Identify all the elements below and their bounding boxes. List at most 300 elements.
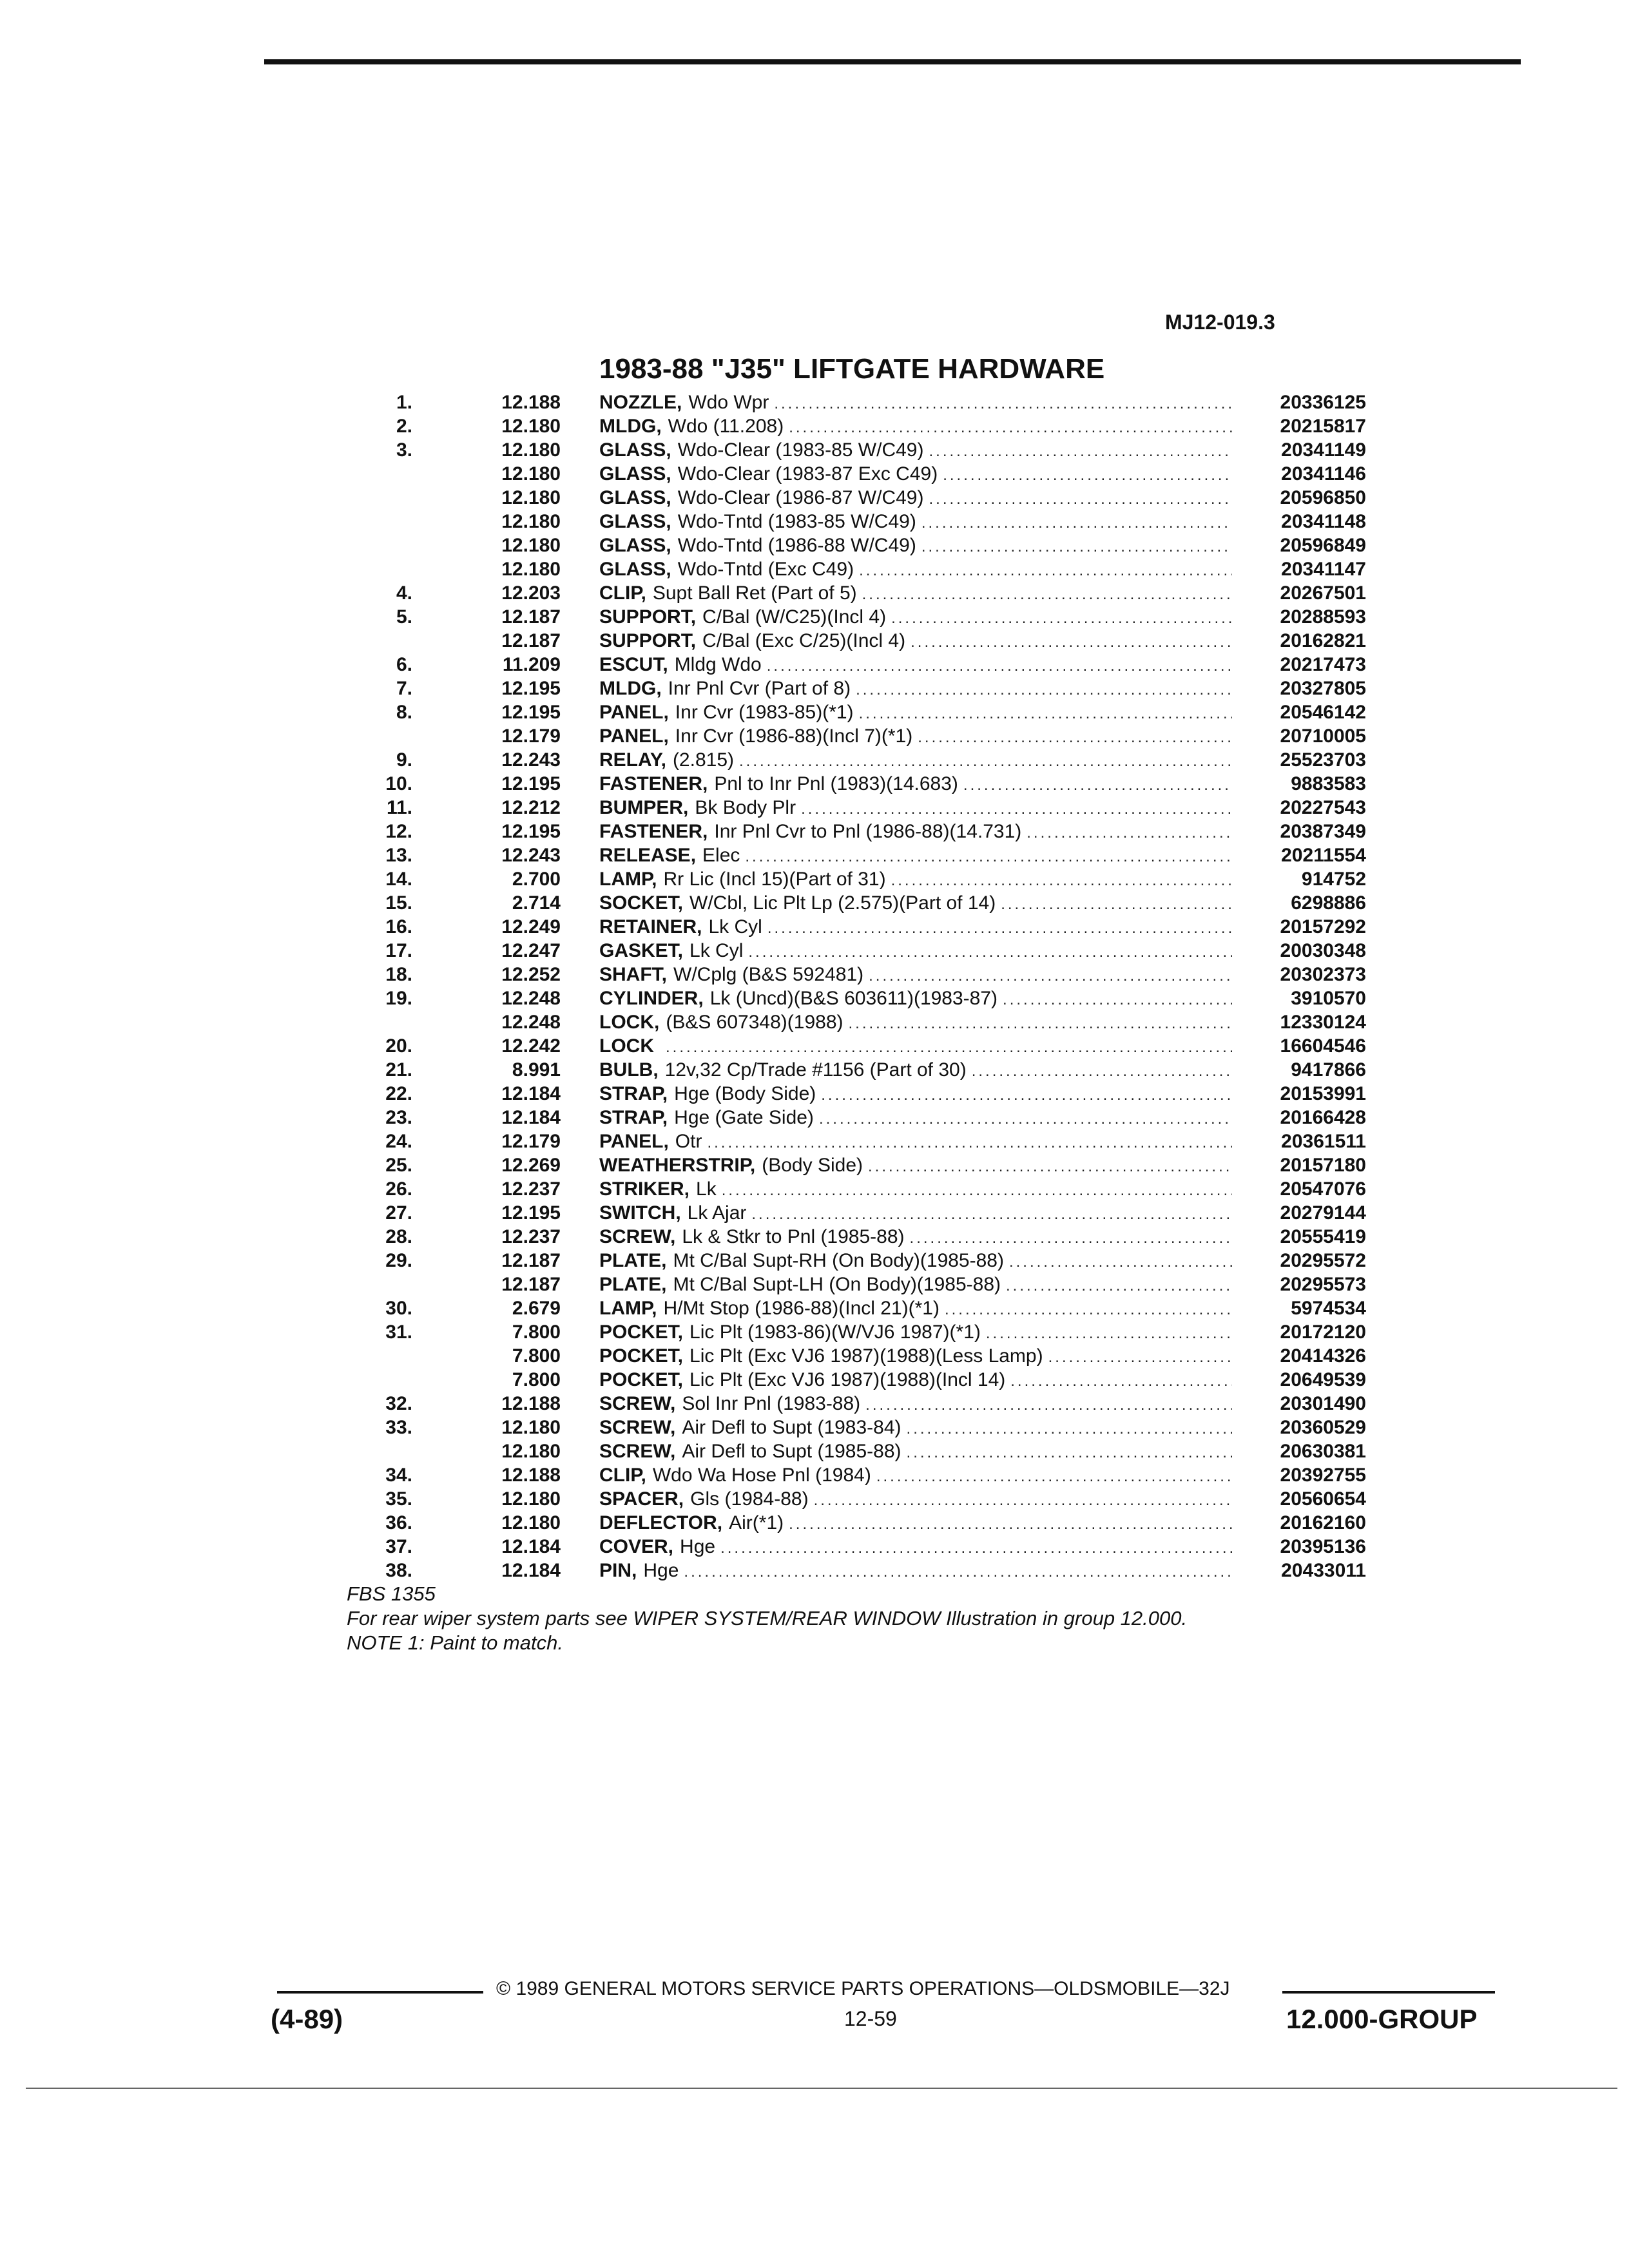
item-number: 37. — [385, 1536, 412, 1557]
part-detail: Gls (1984-88) — [690, 1488, 809, 1510]
part-number: 20267501 — [1280, 582, 1366, 604]
part-detail: Wdo-Tntd (1986-88 W/C49) — [677, 535, 916, 556]
group-number: 12.203 — [501, 582, 561, 604]
fbs-reference: FBS 1355 — [347, 1582, 436, 1605]
wiper-note: For rear wiper system parts see WIPER SYSTEM/REAR WINDOW Illustration in group 12.000. — [347, 1607, 1188, 1629]
dot-leader — [739, 753, 1232, 771]
part-description — [599, 1035, 1237, 1057]
part-detail: Rr Lic (Incl 15)(Part of 31) — [663, 869, 886, 890]
item-number: 16. — [385, 916, 412, 937]
dot-leader — [707, 1134, 1232, 1152]
part-number: 20295572 — [1280, 1250, 1366, 1271]
dot-leader — [891, 610, 1232, 628]
dot-leader — [821, 1086, 1232, 1104]
dot-leader — [1010, 1372, 1232, 1390]
part-detail: Air(*1) — [729, 1512, 784, 1533]
item-number: 36. — [385, 1512, 412, 1533]
item-number: 24. — [385, 1131, 412, 1152]
part-number: 20392755 — [1280, 1465, 1366, 1486]
part-number: 20596850 — [1280, 487, 1366, 508]
part-detail: Wdo Wa Hose Pnl (1984) — [652, 1465, 871, 1486]
part-detail: Air Defl to Supt (1983-84) — [682, 1417, 901, 1438]
notes — [347, 1582, 1187, 1655]
part-number: 20630381 — [1280, 1441, 1366, 1462]
part-number: 20302373 — [1280, 964, 1366, 985]
part-detail: Wdo Wpr — [688, 392, 769, 413]
paint-note: NOTE 1: Paint to match. — [347, 1631, 563, 1654]
dot-leader — [862, 586, 1232, 604]
part-description — [599, 1155, 1237, 1177]
part-number: 20030348 — [1280, 940, 1366, 961]
parts-row — [335, 1321, 1366, 1345]
part-name: GLASS, — [599, 463, 671, 485]
dot-leader — [814, 1492, 1232, 1510]
part-description — [599, 1417, 1237, 1439]
group-number: 12.188 — [501, 1393, 561, 1414]
group-number: 12.179 — [501, 1131, 561, 1152]
part-name: CYLINDER, — [599, 988, 704, 1009]
part-detail: Wdo-Tntd (1983-85 W/C49) — [677, 511, 916, 532]
footer-rule-left — [277, 1991, 483, 1994]
group-number: 8.991 — [512, 1059, 561, 1081]
parts-row — [335, 559, 1366, 582]
part-detail: Lk Cyl — [708, 916, 762, 937]
parts-row — [335, 511, 1366, 535]
item-number: 1. — [396, 392, 412, 413]
item-number: 38. — [385, 1560, 412, 1581]
part-name: POCKET, — [599, 1369, 684, 1390]
part-description — [599, 1107, 1237, 1129]
part-detail: Hge — [680, 1536, 716, 1557]
dot-leader — [929, 490, 1232, 508]
parts-row — [335, 749, 1366, 773]
group-number: 12.243 — [501, 749, 561, 771]
part-number: 25523703 — [1280, 749, 1366, 771]
part-detail: Lk — [696, 1178, 717, 1200]
part-number: 20227543 — [1280, 797, 1366, 818]
part-detail: Otr — [675, 1131, 702, 1152]
dot-leader — [869, 967, 1232, 985]
dot-leader — [801, 800, 1232, 818]
group-number: 7.800 — [512, 1369, 561, 1390]
part-detail: Bk Body Plr — [695, 797, 796, 818]
dot-leader — [907, 1420, 1232, 1438]
parts-row — [335, 940, 1366, 964]
item-number: 27. — [385, 1202, 412, 1224]
part-description — [599, 392, 1237, 414]
dot-leader — [907, 1444, 1232, 1462]
item-number: 14. — [385, 869, 412, 890]
part-description — [599, 654, 1237, 676]
parts-row — [335, 1298, 1366, 1321]
part-description — [599, 1512, 1237, 1534]
part-description — [599, 1321, 1237, 1343]
part-name: STRIKER, — [599, 1178, 690, 1200]
date-code: (4-89) — [271, 2004, 343, 2034]
dot-leader — [684, 1563, 1232, 1581]
dot-leader — [666, 1039, 1232, 1057]
dot-leader — [929, 443, 1232, 461]
part-number: 20166428 — [1280, 1107, 1366, 1128]
parts-row — [335, 726, 1366, 749]
part-name: SUPPORT, — [599, 630, 697, 651]
dot-leader — [945, 1301, 1232, 1319]
part-number: 20560654 — [1280, 1488, 1366, 1510]
part-number: 20157292 — [1280, 916, 1366, 937]
part-detail: Hge (Gate Side) — [674, 1107, 814, 1128]
parts-row — [335, 1369, 1366, 1393]
part-name: SCREW, — [599, 1393, 676, 1414]
parts-row — [335, 1465, 1366, 1488]
part-number: 20596849 — [1280, 535, 1366, 556]
part-detail: Pnl to Inr Pnl (1983)(14.683) — [714, 773, 958, 794]
item-number: 6. — [396, 654, 412, 675]
group-number: 12.184 — [501, 1083, 561, 1104]
part-number: 20279144 — [1280, 1202, 1366, 1224]
part-description — [599, 1012, 1237, 1033]
part-detail: Wdo-Clear (1983-87 Exc C49) — [677, 463, 938, 485]
part-detail: (Body Side) — [762, 1155, 863, 1176]
dot-leader — [921, 514, 1232, 532]
parts-row — [335, 678, 1366, 702]
parts-row — [335, 416, 1366, 439]
item-number: 2. — [396, 416, 412, 437]
part-detail: Lic Plt (Exc VJ6 1987)(1988)(Incl 14) — [689, 1369, 1006, 1390]
item-number: 17. — [385, 940, 412, 961]
part-number: 20414326 — [1280, 1345, 1366, 1367]
item-number: 11. — [386, 797, 412, 818]
item-number: 19. — [385, 988, 412, 1009]
part-name: WEATHERSTRIP, — [599, 1155, 756, 1176]
part-number: 6298886 — [1291, 892, 1366, 914]
parts-row — [335, 463, 1366, 487]
item-number: 9. — [396, 749, 412, 771]
part-name: MLDG, — [599, 678, 662, 699]
part-detail: Lic Plt (1983-86)(W/VJ6 1987)(*1) — [689, 1321, 981, 1343]
part-number: 20153991 — [1280, 1083, 1366, 1104]
part-number: 20555419 — [1280, 1226, 1366, 1247]
part-description — [599, 821, 1237, 843]
part-description — [599, 726, 1237, 747]
part-number: 20433011 — [1281, 1560, 1366, 1581]
part-name: PLATE, — [599, 1274, 667, 1295]
parts-row — [335, 1274, 1366, 1298]
part-name: MLDG, — [599, 416, 662, 437]
item-number: 12. — [385, 821, 412, 842]
group-number: 12.180 — [501, 1512, 561, 1533]
part-number: 20288593 — [1280, 606, 1366, 628]
group-number: 12.187 — [501, 630, 561, 651]
part-description — [599, 892, 1237, 914]
group-number: 11.209 — [502, 654, 561, 675]
part-name: CLIP, — [599, 582, 646, 604]
item-number: 21. — [385, 1059, 412, 1081]
group-number: 12.180 — [501, 511, 561, 532]
parts-row — [335, 845, 1366, 869]
part-description — [599, 1202, 1237, 1224]
group-number: 12.184 — [501, 1536, 561, 1557]
part-detail: Sol Inr Pnl (1983-88) — [682, 1393, 861, 1414]
part-description — [599, 1465, 1237, 1486]
part-number: 20336125 — [1280, 392, 1366, 413]
part-name: LAMP, — [599, 869, 657, 890]
parts-row — [335, 1226, 1366, 1250]
group-number: 12.187 — [501, 606, 561, 628]
dot-leader — [856, 681, 1232, 699]
group-number: 12.195 — [501, 702, 561, 723]
dot-leader — [910, 1229, 1232, 1247]
group-number: 12.252 — [501, 964, 561, 985]
part-name: GLASS, — [599, 511, 671, 532]
part-number: 9883583 — [1291, 773, 1366, 794]
part-name: PIN, — [599, 1560, 637, 1581]
part-number: 20341148 — [1281, 511, 1366, 532]
part-description — [599, 606, 1237, 628]
item-number: 8. — [396, 702, 412, 723]
dot-leader — [1009, 1253, 1232, 1271]
part-detail: Mldg Wdo — [674, 654, 762, 675]
part-name: SCREW, — [599, 1417, 676, 1438]
part-name: SPACER, — [599, 1488, 684, 1510]
part-name: POCKET, — [599, 1321, 684, 1343]
parts-row — [335, 1560, 1366, 1584]
group-number: 7.800 — [512, 1321, 561, 1343]
part-detail: Inr Pnl Cvr to Pnl (1986-88)(14.731) — [714, 821, 1022, 842]
part-description — [599, 1536, 1237, 1558]
part-name: STRAP, — [599, 1083, 668, 1104]
item-number: 31. — [385, 1321, 412, 1343]
part-number: 20341147 — [1281, 559, 1366, 580]
part-number: 9417866 — [1291, 1059, 1366, 1081]
part-name: GASKET, — [599, 940, 684, 961]
item-number: 26. — [385, 1178, 412, 1200]
part-name: RELEASE, — [599, 845, 697, 866]
parts-row — [335, 535, 1366, 559]
part-name: ESCUT, — [599, 654, 668, 675]
item-number: 10. — [385, 773, 412, 794]
item-number: 4. — [396, 582, 412, 604]
item-number: 23. — [385, 1107, 412, 1128]
parts-row — [335, 439, 1366, 463]
dot-leader — [911, 633, 1232, 651]
part-name: LOCK — [599, 1035, 654, 1057]
part-name: DEFLECTOR, — [599, 1512, 723, 1533]
part-name: SCREW, — [599, 1226, 676, 1247]
part-description — [599, 964, 1237, 986]
group-number: 12.195 — [501, 678, 561, 699]
part-name: LOCK, — [599, 1012, 660, 1033]
item-number: 22. — [385, 1083, 412, 1104]
page-number: 12-59 — [844, 2007, 897, 2030]
footer-rule-right — [1282, 1991, 1495, 1994]
dot-leader — [1003, 991, 1232, 1009]
group-number: 12.180 — [501, 1441, 561, 1462]
dot-leader — [865, 1396, 1232, 1414]
parts-row — [335, 1178, 1366, 1202]
part-description — [599, 1274, 1237, 1296]
parts-row — [335, 654, 1366, 678]
part-description — [599, 797, 1237, 819]
item-number: 3. — [396, 439, 412, 461]
dot-leader — [767, 919, 1232, 937]
dot-leader — [767, 657, 1232, 675]
part-name: BULB, — [599, 1059, 659, 1081]
parts-row — [335, 988, 1366, 1012]
part-name: RELAY, — [599, 749, 666, 771]
group-number: 12.269 — [501, 1155, 561, 1176]
part-number: 20360529 — [1280, 1417, 1366, 1438]
part-detail: (2.815) — [672, 749, 734, 771]
item-number: 28. — [385, 1226, 412, 1247]
parts-row — [335, 1441, 1366, 1465]
part-detail: Wdo-Tntd (Exc C49) — [677, 559, 854, 580]
group-number: 7.800 — [512, 1345, 561, 1367]
part-description — [599, 439, 1237, 461]
dot-leader — [859, 705, 1232, 723]
parts-row — [335, 582, 1366, 606]
group-number: 12.195 — [501, 1202, 561, 1224]
parts-row — [335, 1488, 1366, 1512]
part-description — [599, 916, 1237, 938]
part-number: 20295573 — [1280, 1274, 1366, 1295]
part-detail: Hge — [643, 1560, 679, 1581]
part-name: GLASS, — [599, 559, 671, 580]
parts-row — [335, 892, 1366, 916]
group-number: 12.180 — [501, 535, 561, 556]
parts-row — [335, 916, 1366, 940]
part-number: 20172120 — [1280, 1321, 1366, 1343]
parts-list — [335, 392, 1366, 1584]
dot-leader — [1006, 1277, 1232, 1295]
part-detail: Inr Cvr (1986-88)(Incl 7)(*1) — [675, 726, 913, 747]
part-number: 20547076 — [1280, 1178, 1366, 1200]
part-name: SCREW, — [599, 1441, 676, 1462]
part-description — [599, 869, 1237, 890]
parts-row — [335, 869, 1366, 892]
part-detail: Mt C/Bal Supt-RH (On Body)(1985-88) — [673, 1250, 1004, 1271]
part-number: 20301490 — [1280, 1393, 1366, 1414]
parts-row — [335, 1393, 1366, 1417]
item-number: 18. — [385, 964, 412, 985]
dot-leader — [868, 1158, 1232, 1176]
part-description — [599, 1131, 1237, 1153]
part-name: GLASS, — [599, 439, 671, 461]
part-description — [599, 1369, 1237, 1391]
dot-leader — [1027, 824, 1232, 842]
part-number: 20157180 — [1280, 1155, 1366, 1176]
part-name: RETAINER, — [599, 916, 702, 937]
part-description — [599, 1226, 1237, 1248]
part-detail: H/Mt Stop (1986-88)(Incl 21)(*1) — [663, 1298, 940, 1319]
item-number: 15. — [385, 892, 412, 914]
part-number: 20341149 — [1281, 439, 1366, 461]
part-description — [599, 582, 1237, 604]
item-number: 5. — [396, 606, 412, 628]
part-name: LAMP, — [599, 1298, 657, 1319]
part-detail: C/Bal (W/C25)(Incl 4) — [702, 606, 887, 628]
part-description — [599, 702, 1237, 724]
group-number: 12.179 — [501, 726, 561, 747]
part-number: 914752 — [1301, 869, 1366, 890]
dot-leader — [849, 1015, 1233, 1033]
group-number: 12.243 — [501, 845, 561, 866]
group-code: 12.000-GROUP — [1286, 2004, 1478, 2034]
part-description — [599, 535, 1237, 557]
group-number: 12.237 — [501, 1178, 561, 1200]
item-number: 29. — [385, 1250, 412, 1271]
group-number: 2.700 — [512, 869, 561, 890]
group-number: 12.249 — [501, 916, 561, 937]
part-description — [599, 1298, 1237, 1320]
part-detail: Lic Plt (Exc VJ6 1987)(1988)(Less Lamp) — [689, 1345, 1043, 1367]
dot-leader — [748, 943, 1232, 961]
item-number: 20. — [385, 1035, 412, 1057]
bottom-rule — [26, 2088, 1617, 2089]
part-description — [599, 678, 1237, 700]
dot-leader — [751, 1206, 1232, 1224]
parts-row — [335, 773, 1366, 797]
item-number: 34. — [385, 1465, 412, 1486]
dot-leader — [876, 1468, 1232, 1486]
part-number: 20327805 — [1280, 678, 1366, 699]
part-name: SUPPORT, — [599, 606, 697, 628]
part-number: 3910570 — [1291, 988, 1366, 1009]
part-number: 20361511 — [1281, 1131, 1366, 1152]
part-description — [599, 630, 1237, 652]
top-rule — [264, 59, 1521, 64]
part-description — [599, 1345, 1237, 1367]
part-description — [599, 940, 1237, 962]
part-description — [599, 773, 1237, 795]
part-detail: W/Cbl, Lic Plt Lp (2.575)(Part of 14) — [689, 892, 996, 914]
part-detail: Inr Pnl Cvr (Part of 8) — [668, 678, 851, 699]
parts-row — [335, 964, 1366, 988]
part-number: 20211554 — [1281, 845, 1366, 866]
dot-leader — [789, 1515, 1232, 1533]
part-detail: W/Cplg (B&S 592481) — [673, 964, 864, 985]
part-number: 5974534 — [1291, 1298, 1366, 1319]
part-detail: Lk (Uncd)(B&S 603611)(1983-87) — [709, 988, 998, 1009]
copyright-line: © 1989 GENERAL MOTORS SERVICE PARTS OPERATIONS—OLDSMOBILE—32J — [496, 1978, 1230, 1999]
item-number: 7. — [396, 678, 412, 699]
item-number: 30. — [385, 1298, 412, 1319]
item-number: 35. — [385, 1488, 412, 1510]
parts-row — [335, 1202, 1366, 1226]
part-detail: (B&S 607348)(1988) — [666, 1012, 843, 1033]
part-name: POCKET, — [599, 1345, 684, 1367]
parts-row — [335, 821, 1366, 845]
item-number: 25. — [385, 1155, 412, 1176]
part-name: PANEL, — [599, 1131, 669, 1152]
part-description — [599, 416, 1237, 437]
parts-row — [335, 1035, 1366, 1059]
group-number: 12.180 — [501, 463, 561, 485]
dot-leader — [859, 562, 1232, 580]
dot-leader — [819, 1110, 1232, 1128]
group-number: 12.248 — [501, 988, 561, 1009]
item-number: 13. — [385, 845, 412, 866]
parts-row — [335, 1155, 1366, 1178]
part-number: 20710005 — [1280, 726, 1366, 747]
part-detail: Lk & Stkr to Pnl (1985-88) — [682, 1226, 905, 1247]
part-description — [599, 463, 1237, 485]
group-number: 12.242 — [501, 1035, 561, 1057]
part-detail: Wdo-Clear (1986-87 W/C49) — [677, 487, 924, 508]
part-detail: C/Bal (Exc C/25)(Incl 4) — [702, 630, 906, 651]
part-name: FASTENER, — [599, 821, 708, 842]
part-name: NOZZLE, — [599, 392, 682, 413]
group-number: 12.180 — [501, 1417, 561, 1438]
